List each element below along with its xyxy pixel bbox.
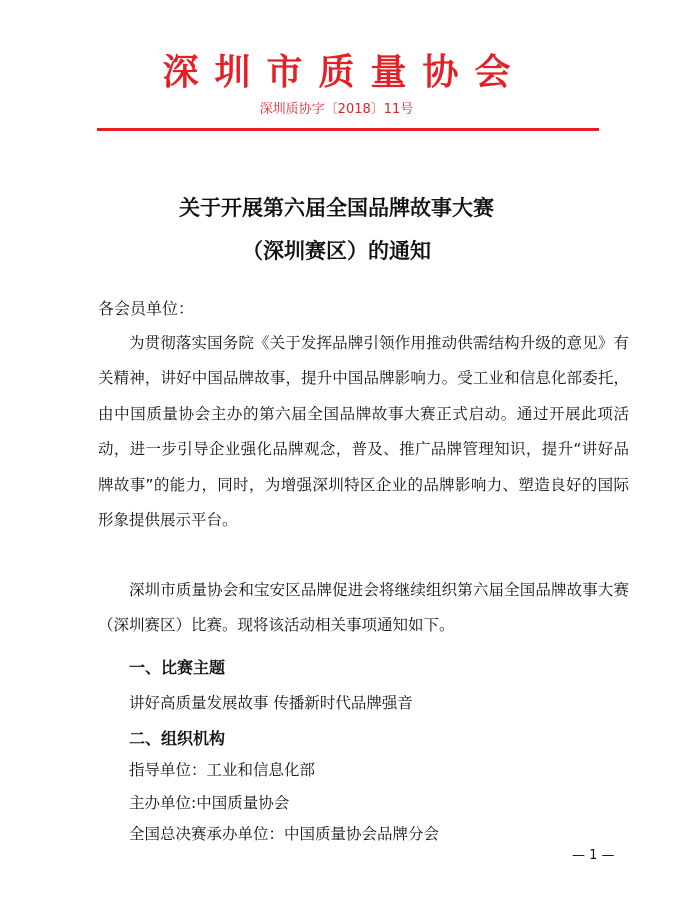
document-title-line-1: 关于开展第六届全国品牌故事大赛 — [179, 196, 494, 220]
document-title-line-2: （深圳赛区）的通知 — [242, 239, 431, 263]
document-number: 深圳质协字〔2018〕11号 — [259, 102, 414, 117]
organization-line: 指导单位：工业和信息化部 — [129, 761, 316, 779]
red-header-rule — [97, 128, 599, 131]
page-number: — 1 — — [572, 848, 615, 863]
theme-line: 讲好高质量发展故事 传播新时代品牌强音 — [129, 694, 413, 712]
organization-name: 深圳市质量协会 — [162, 51, 527, 93]
organization-line: 主办单位:中国质量协会 — [129, 794, 290, 812]
salutation: 各会员单位： — [98, 299, 195, 318]
section-heading-organization: 二、组织机构 — [129, 729, 226, 748]
section-heading-theme: 一、比赛主题 — [129, 658, 226, 677]
organization-line: 全国总决赛承办单位：中国质量协会品牌分会 — [129, 825, 440, 843]
paragraph-organizers: 深圳市质量协会和宝安区品牌促进会将继续组织第六届全国品牌故事大赛（深圳赛区）比赛。现将该活动相关事项通知如下。 — [98, 581, 629, 635]
paragraph-intro: 为贯彻落实国务院《关于发挥品牌引领作用推动供需结构升级的意见》有关精神，讲好中国品牌故事，提升中国品牌影响力。受工业和信息化部委托，由中国质量协会主办的第六届全国品牌故事大赛正式启动。通过开展此项活动，进一步引导企业强化品牌观念，普及、推广品牌管理知识，提升“讲好品牌故事”的能力，同时，为增强深圳特区企业的品牌影响力、塑造良好的国际形象提供展示平台。 — [98, 334, 629, 530]
